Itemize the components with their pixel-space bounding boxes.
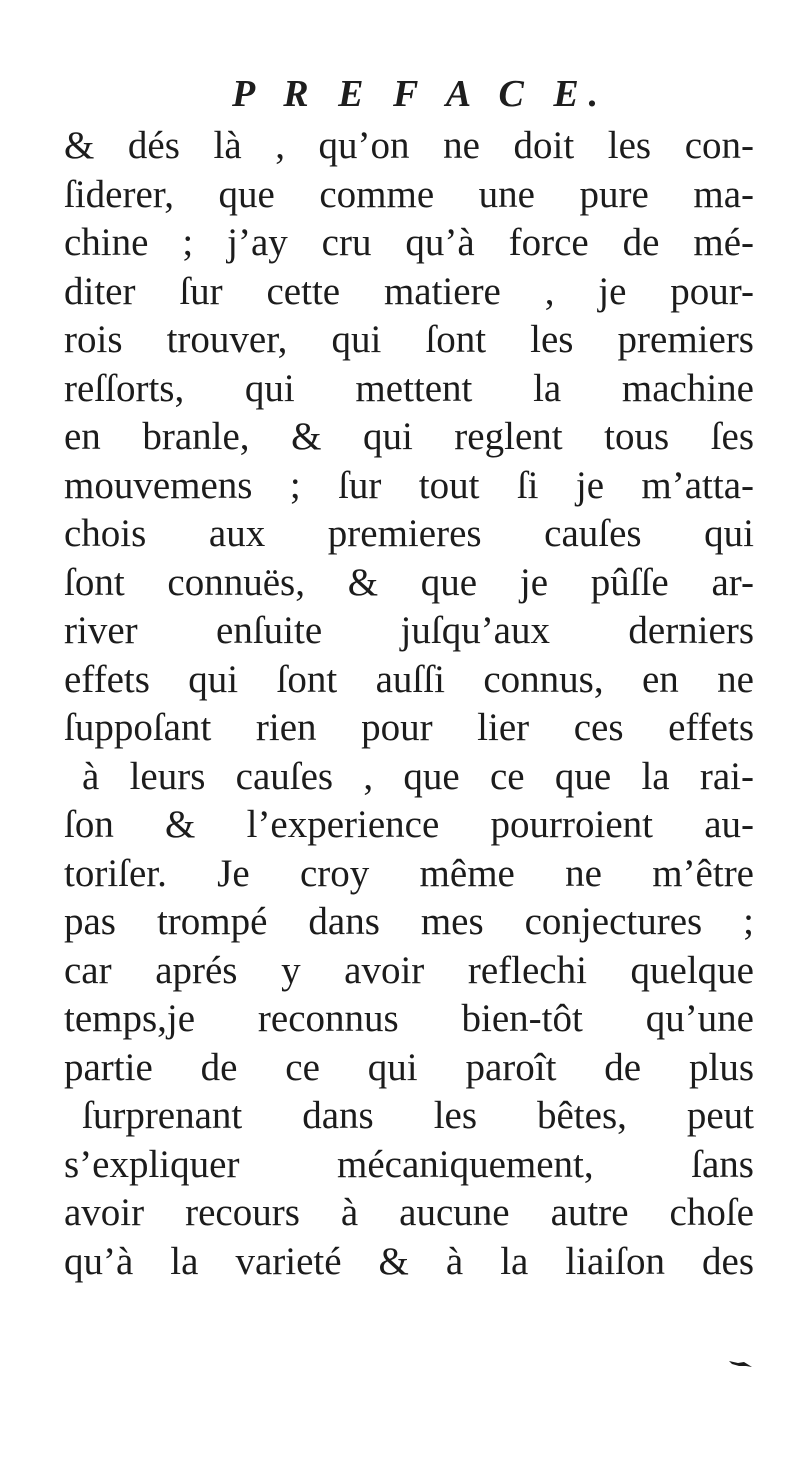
text-line: en branle, & qui reglent tous ſes bbox=[64, 415, 754, 458]
text-line: chine ; j’ay cru qu’à force de mé- bbox=[64, 221, 754, 264]
text-line: s’expliquer mécaniquement, ſans bbox=[64, 1142, 754, 1186]
text-line: avoir recours à aucune autre choſe bbox=[64, 1191, 754, 1234]
text-line: mouvemens ; ſur tout ſi je m’atta- bbox=[64, 463, 754, 507]
text-line: reſſorts, qui mettent la machine bbox=[64, 366, 754, 410]
text-line: ſont connuës, & que je pûſſe ar- bbox=[64, 560, 754, 604]
running-head: P R E F A C E. bbox=[232, 73, 609, 115]
text-line: temps,je reconnus bien-tôt qu’une bbox=[64, 997, 754, 1040]
body-text bbox=[64, 122, 754, 1286]
text-line: pas trompé dans mes conjectures ; bbox=[64, 900, 754, 943]
text-line: car aprés y avoir reflechi quelque bbox=[64, 948, 754, 992]
text-line: chois aux premieres cauſes qui bbox=[64, 512, 754, 555]
text-line: river enſuite juſqu’aux derniers bbox=[64, 609, 754, 652]
text-line: qu’à la varieté & à la liaiſon des bbox=[64, 1239, 754, 1283]
text-line: ſurprenant dans les bêtes, peut bbox=[82, 1094, 754, 1137]
text-line: & dés là , qu’on ne doit les con- bbox=[64, 124, 754, 167]
ink-mark-icon bbox=[728, 1358, 754, 1370]
text-line: à leurs cauſes , que ce que la rai- bbox=[82, 754, 754, 798]
text-line: ſuppoſant rien pour lier ces effets bbox=[64, 706, 754, 749]
text-line: toriſer. Je croy même ne m’être bbox=[64, 851, 754, 895]
text-line: effets qui ſont auſſi connus, en ne bbox=[64, 657, 754, 701]
text-line: partie de ce qui paroît de plus bbox=[64, 1045, 754, 1089]
text-line: diter ſur cette matiere , je pour- bbox=[64, 269, 754, 313]
text-line: ſiderer, que comme une pure ma- bbox=[64, 172, 754, 216]
text-line: rois trouver, qui ſont les premiers bbox=[64, 318, 754, 361]
text-line: ſon & l’experience pourroient au- bbox=[64, 803, 754, 846]
